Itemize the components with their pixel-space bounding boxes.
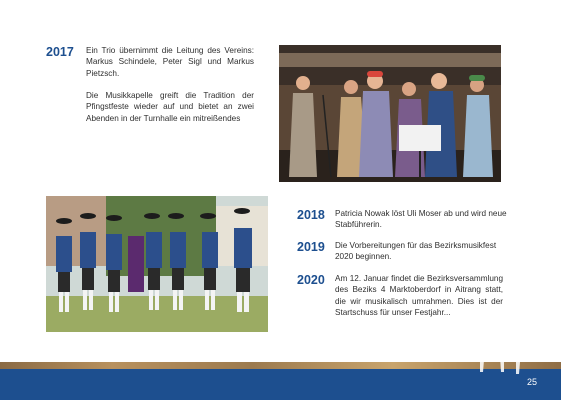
- traditional-costume-group-photo: [46, 196, 268, 332]
- entry-2020-text: Am 12. Januar findet die Bezirksversammlung des Beziks 4 Marktoberdorf in Aitrang statt, die wir musikalisch umrahmen. Dies ist der Startschuss für unser Festjahr...: [335, 274, 503, 317]
- stage-performance-photo: [279, 45, 501, 182]
- entry-2018-text: Patricia Nowak löst Uli Moser ab und wird neue Stabführerin.: [335, 209, 507, 230]
- year-2019: 2019: [297, 240, 325, 254]
- page-number: 25: [526, 377, 537, 387]
- entry-2019-text: Die Vorbereitungen für das Bezirksmusikfest 2020 beginnen.: [335, 241, 497, 262]
- year-2017: 2017: [46, 45, 74, 59]
- entry-2017-text-2: Die Musikkapelle greift die Tradition der Pfingstfeste wieder auf und bietet an zwei Abenden in der Turnhalle ein mitreißendes: [86, 91, 254, 123]
- year-2018: 2018: [297, 208, 325, 222]
- dancers-silhouette-icon: [468, 328, 528, 380]
- year-2020: 2020: [297, 273, 325, 287]
- entry-2017-text-1: Ein Trio übernimmt die Leitung des Vereins: Markus Schindele, Peter Sigl und Markus Pietzsch.: [86, 46, 254, 78]
